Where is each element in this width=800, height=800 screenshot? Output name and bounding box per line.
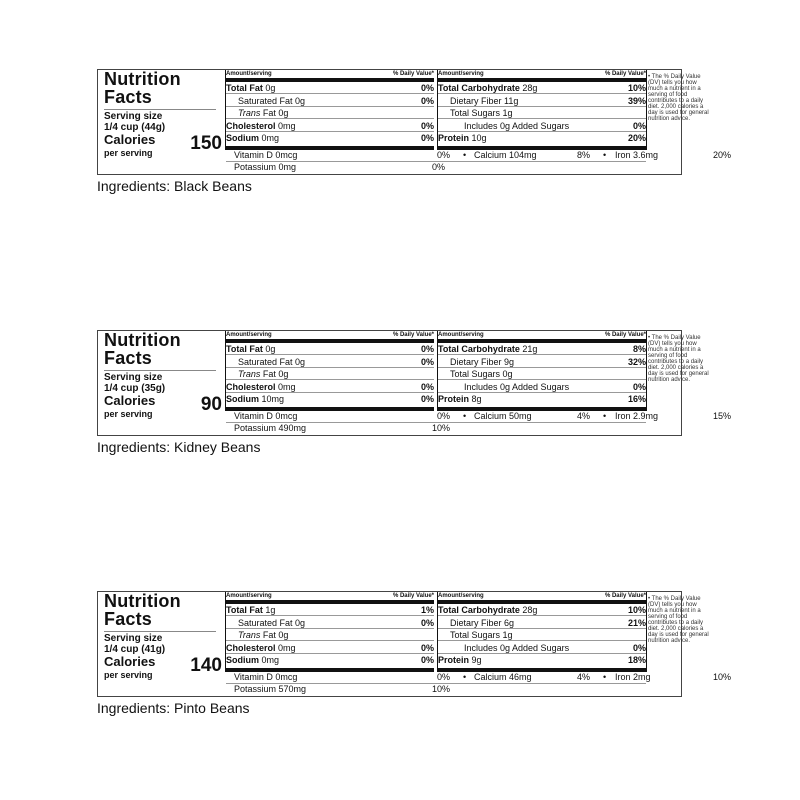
column-header — [226, 71, 434, 78]
column-divider — [646, 331, 647, 411]
nutrient-daily-value: 0% — [420, 617, 434, 628]
amount-per-serving-header: Amount/serving — [438, 593, 484, 599]
nutrient-daily-value: 18% — [627, 655, 646, 666]
nutrient-amount: 9g — [469, 655, 482, 666]
nutrient-name — [226, 654, 279, 666]
nutrient-name — [464, 381, 569, 393]
iron-pct: 15% — [713, 411, 732, 421]
calcium-pct: 4% — [577, 411, 591, 421]
nutrient-name-bold: Total Carbohydrate — [438, 605, 520, 615]
nutrient-name-bold: Cholesterol — [226, 642, 276, 653]
column-header — [226, 332, 434, 339]
nutrient-name — [450, 368, 513, 380]
iron: Iron 3.6mg — [615, 150, 659, 160]
daily-value-footnote: • The % Daily Value (DV) tells you how much a nutrient in a serving of food contributes to a daily diet. 2,000 calories a day is used for general nutrition advice. — [648, 335, 709, 383]
nutrient-name — [238, 356, 305, 368]
nutrient-row — [226, 604, 434, 616]
label-title — [104, 592, 181, 628]
nutrient-column-right — [438, 70, 646, 150]
calories-label: Calories — [104, 654, 156, 669]
vitamin-row — [226, 672, 732, 683]
label-title — [104, 331, 181, 367]
iron-pct: 10% — [713, 672, 732, 682]
vitamin-d: Vitamin D 0mcg — [234, 150, 298, 160]
column-header — [438, 332, 646, 339]
nutrient-daily-value: 10% — [627, 605, 646, 615]
nutrient-amount: Dietary Fiber 11g — [450, 95, 519, 106]
nutrition-block — [97, 591, 732, 716]
nutrient-daily-value: 1% — [420, 605, 434, 615]
calcium: Calcium 104mg — [474, 150, 537, 160]
nutrient-column-right — [438, 592, 646, 672]
calories-value: 150 — [190, 133, 222, 154]
nutrient-row — [438, 82, 646, 94]
nutrient-amount: Includes 0g Added Sugars — [464, 381, 570, 392]
nutrient-name — [438, 343, 537, 355]
nutrient-amount: Fat 0g — [260, 108, 289, 119]
potassium-row — [226, 684, 646, 695]
nutrient-amount: Saturated Fat 0g — [238, 617, 306, 628]
nutrient-daily-value: 32% — [627, 356, 646, 367]
ingredients-text: Ingredients: Pinto Beans — [97, 700, 250, 716]
vitamin-row — [226, 411, 732, 422]
nutrient-daily-value: 0% — [632, 381, 646, 392]
amount-per-serving-header: Amount/serving — [226, 71, 272, 77]
nutrient-amount: Dietary Fiber 9g — [450, 356, 515, 367]
bullet: • — [603, 411, 607, 421]
nutrient-amount: Includes 0g Added Sugars — [464, 642, 570, 653]
bullet: • — [603, 672, 607, 682]
nutrient-column-left — [226, 70, 434, 150]
potassium-row — [226, 162, 646, 173]
nutrient-name — [450, 617, 514, 629]
nutrient-row — [438, 132, 646, 144]
nutrient-name — [238, 107, 288, 119]
nutrient-row — [226, 132, 434, 144]
nutrient-amount: Saturated Fat 0g — [238, 95, 306, 106]
calories-value: 140 — [190, 655, 222, 676]
nutrient-amount: 0mg — [275, 381, 296, 392]
nutrient-row — [438, 393, 646, 405]
nutrient-name — [226, 393, 284, 405]
nutrient-daily-value: 0% — [632, 642, 646, 653]
potassium: Potassium 0mg — [234, 162, 297, 172]
nutrient-daily-value: 8% — [632, 344, 646, 354]
nutrient-name — [238, 95, 305, 107]
nutrient-row — [226, 95, 434, 107]
nutrient-row — [438, 343, 646, 355]
serving-size-label: Serving size — [104, 372, 163, 383]
potassium-pct: 10% — [432, 684, 451, 694]
nutrient-row — [226, 617, 434, 629]
nutrition-facts-label — [97, 591, 732, 697]
calories-label: Calories — [104, 393, 156, 408]
nutrient-name-bold: Sodium — [226, 133, 259, 144]
nutrient-daily-value: 0% — [420, 344, 434, 354]
bullet: • — [463, 672, 467, 682]
nutrient-name — [226, 132, 279, 144]
title-line2: Facts — [104, 609, 153, 629]
nutrient-row — [226, 82, 434, 94]
nutrient-row — [438, 604, 646, 616]
calcium: Calcium 50mg — [474, 411, 532, 421]
serving-size-label: Serving size — [104, 111, 163, 122]
ingredients-text: Ingredients: Black Beans — [97, 178, 252, 194]
nutrient-name — [226, 642, 296, 654]
nutrient-amount: 0mg — [259, 655, 280, 666]
nutrient-column-right — [438, 331, 646, 411]
nutrition-block — [97, 330, 732, 455]
calcium-pct: 4% — [577, 672, 591, 682]
nutrition-block — [97, 69, 732, 194]
nutrient-row — [438, 368, 646, 380]
nutrient-amount: Total Sugars 1g — [450, 108, 513, 119]
nutrient-row — [438, 95, 646, 107]
nutrient-name-bold: Cholesterol — [226, 120, 276, 131]
nutrient-name-bold: Total Fat — [226, 605, 263, 615]
nutrient-name — [238, 629, 288, 641]
nutrient-name-bold: Protein — [438, 394, 470, 405]
nutrient-amount: 28g — [519, 605, 538, 615]
serving-size-value: 1/4 cup (41g) — [104, 644, 166, 655]
column-header — [226, 593, 434, 600]
nutrient-daily-value: 0% — [420, 381, 434, 392]
nutrient-name-bold: Sodium — [226, 394, 259, 405]
nutrient-name — [464, 642, 569, 654]
title-column — [98, 592, 222, 696]
nutrient-amount: Saturated Fat 0g — [238, 356, 306, 367]
nutrient-name — [226, 343, 275, 355]
nutrient-amount: 0mg — [275, 642, 296, 653]
nutrient-row — [438, 629, 646, 641]
nutrient-name — [438, 654, 482, 666]
nutrient-row — [438, 642, 646, 654]
title-divider — [104, 109, 216, 110]
nutrient-daily-value: 0% — [420, 95, 434, 106]
bullet: • — [603, 150, 607, 160]
serving-size-value: 1/4 cup (35g) — [104, 383, 166, 394]
nutrient-row — [226, 654, 434, 666]
nutrient-row — [226, 343, 434, 355]
nutrient-name — [450, 356, 514, 368]
daily-value-footnote: • The % Daily Value (DV) tells you how much a nutrient in a serving of food contributes to a daily diet. 2,000 calories a day is used for general nutrition advice. — [648, 596, 709, 644]
title-line2: Facts — [104, 87, 153, 107]
nutrient-row — [438, 381, 646, 393]
nutrient-name — [438, 132, 487, 144]
nutrient-amount: 1g — [262, 605, 276, 615]
ingredients-text: Ingredients: Kidney Beans — [97, 439, 261, 455]
title-column — [98, 331, 222, 435]
nutrition-facts-label — [97, 330, 732, 436]
column-divider — [646, 70, 647, 150]
nutrient-name — [226, 381, 296, 393]
amount-per-serving-header: Amount/serving — [438, 332, 484, 338]
serving-size-label: Serving size — [104, 633, 163, 644]
title-line1: Nutrition — [104, 591, 181, 611]
nutrient-name — [464, 120, 569, 132]
bullet: • — [463, 411, 467, 421]
nutrient-row — [438, 107, 646, 119]
nutrient-row — [438, 120, 646, 132]
daily-value-footnote: • The % Daily Value (DV) tells you how much a nutrient in a serving of food contributes to a daily diet. 2,000 calories a day is used for general nutrition advice. — [648, 74, 709, 122]
title-line2: Facts — [104, 348, 153, 368]
nutrient-row — [438, 654, 646, 666]
nutrient-amount: 0g — [262, 83, 276, 93]
nutrient-row — [226, 393, 434, 405]
nutrient-daily-value: 0% — [420, 83, 434, 93]
nutrient-row — [438, 356, 646, 368]
vitamin-d: Vitamin D 0mcg — [234, 672, 298, 682]
nutrition-facts-label — [97, 69, 732, 175]
nutrient-row — [226, 381, 434, 393]
nutrient-daily-value: 0% — [420, 394, 434, 405]
calories-label: Calories — [104, 132, 156, 147]
nutrient-amount: 10mg — [259, 394, 285, 405]
nutrient-name-bold: Total Fat — [226, 344, 263, 354]
nutrient-name — [438, 604, 537, 616]
label-title — [104, 70, 181, 106]
nutrient-amount: Fat 0g — [260, 369, 289, 380]
nutrient-name-italic: Trans — [238, 369, 261, 380]
title-line1: Nutrition — [104, 69, 181, 89]
nutrient-amount: 10g — [469, 133, 487, 144]
column-header — [438, 71, 646, 78]
iron: Iron 2mg — [615, 672, 651, 682]
daily-value-header: % Daily Value* — [604, 332, 646, 338]
nutrient-name — [438, 393, 482, 405]
nutrient-name-bold: Total Carbohydrate — [438, 83, 520, 93]
nutrient-daily-value: 20% — [627, 133, 646, 144]
nutrient-daily-value: 0% — [420, 655, 434, 666]
nutrient-name — [238, 617, 305, 629]
column-header — [438, 593, 646, 600]
nutrient-row — [226, 107, 434, 119]
nutrient-row — [438, 617, 646, 629]
nutrient-name — [438, 82, 537, 94]
vitamin-row — [226, 150, 732, 161]
title-line1: Nutrition — [104, 330, 181, 350]
nutrient-daily-value: 16% — [627, 394, 646, 405]
title-divider — [104, 370, 216, 371]
amount-per-serving-header: Amount/serving — [226, 332, 272, 338]
nutrient-row — [226, 629, 434, 641]
vitamin-d-pct: 0% — [437, 672, 451, 682]
nutrient-name-bold: Total Carbohydrate — [438, 344, 520, 354]
bullet: • — [463, 150, 467, 160]
nutrient-name — [450, 95, 518, 107]
per-serving-label: per serving — [104, 148, 153, 158]
vitamin-d-pct: 0% — [437, 150, 451, 160]
iron-pct: 20% — [713, 150, 732, 160]
nutrient-row — [226, 642, 434, 654]
nutrient-column-left — [226, 331, 434, 411]
nutrient-name — [450, 629, 513, 641]
nutrient-name — [226, 82, 275, 94]
nutrient-amount: Total Sugars 0g — [450, 369, 513, 380]
potassium-row — [226, 423, 646, 434]
vitamin-d: Vitamin D 0mcg — [234, 411, 298, 421]
amount-per-serving-header: Amount/serving — [438, 71, 484, 77]
title-column — [98, 70, 222, 174]
calories-value: 90 — [200, 394, 222, 415]
calcium: Calcium 46mg — [474, 672, 532, 682]
nutrient-row — [226, 120, 434, 132]
potassium: Potassium 570mg — [234, 684, 307, 694]
daily-value-header: % Daily Value* — [392, 593, 434, 599]
potassium-pct: 10% — [432, 423, 451, 433]
iron: Iron 2.9mg — [615, 411, 659, 421]
nutrient-name — [226, 120, 296, 132]
nutrient-name — [238, 368, 288, 380]
daily-value-header: % Daily Value* — [604, 593, 646, 599]
nutrient-name-italic: Trans — [238, 108, 261, 119]
nutrient-daily-value: 0% — [420, 133, 434, 144]
nutrient-name — [226, 604, 275, 616]
daily-value-header: % Daily Value* — [392, 71, 434, 77]
nutrient-amount: 8g — [469, 394, 482, 405]
nutrient-name-bold: Protein — [438, 655, 470, 666]
nutrient-name-bold: Cholesterol — [226, 381, 276, 392]
nutrient-amount: Fat 0g — [260, 630, 289, 641]
nutrient-daily-value: 39% — [627, 95, 646, 106]
serving-size-value: 1/4 cup (44g) — [104, 122, 166, 133]
nutrient-name-italic: Trans — [238, 630, 261, 641]
nutrient-daily-value: 0% — [632, 120, 646, 131]
nutrient-amount: 0mg — [275, 120, 296, 131]
nutrient-name-bold: Sodium — [226, 655, 259, 666]
nutrient-amount: Includes 0g Added Sugars — [464, 120, 570, 131]
nutrient-daily-value: 0% — [420, 120, 434, 131]
calcium-pct: 8% — [577, 150, 591, 160]
per-serving-label: per serving — [104, 670, 153, 680]
nutrient-amount: 21g — [519, 344, 538, 354]
nutrient-daily-value: 0% — [420, 356, 434, 367]
daily-value-header: % Daily Value* — [604, 71, 646, 77]
nutrient-name — [450, 107, 513, 119]
column-divider — [646, 592, 647, 672]
nutrient-daily-value: 21% — [627, 617, 646, 628]
nutrient-row — [226, 356, 434, 368]
vitamin-d-pct: 0% — [437, 411, 451, 421]
nutrient-daily-value: 10% — [627, 83, 646, 93]
title-divider — [104, 631, 216, 632]
nutrient-amount: 0g — [262, 344, 276, 354]
potassium-pct: 0% — [432, 162, 446, 172]
nutrient-name-bold: Total Fat — [226, 83, 263, 93]
nutrient-amount: 0mg — [259, 133, 280, 144]
nutrient-amount: Total Sugars 1g — [450, 630, 513, 641]
nutrient-daily-value: 0% — [420, 642, 434, 653]
nutrient-amount: 28g — [519, 83, 538, 93]
nutrient-name-bold: Protein — [438, 133, 470, 144]
amount-per-serving-header: Amount/serving — [226, 593, 272, 599]
nutrient-amount: Dietary Fiber 6g — [450, 617, 515, 628]
nutrient-row — [226, 368, 434, 380]
nutrient-column-left — [226, 592, 434, 672]
per-serving-label: per serving — [104, 409, 153, 419]
potassium: Potassium 490mg — [234, 423, 307, 433]
daily-value-header: % Daily Value* — [392, 332, 434, 338]
